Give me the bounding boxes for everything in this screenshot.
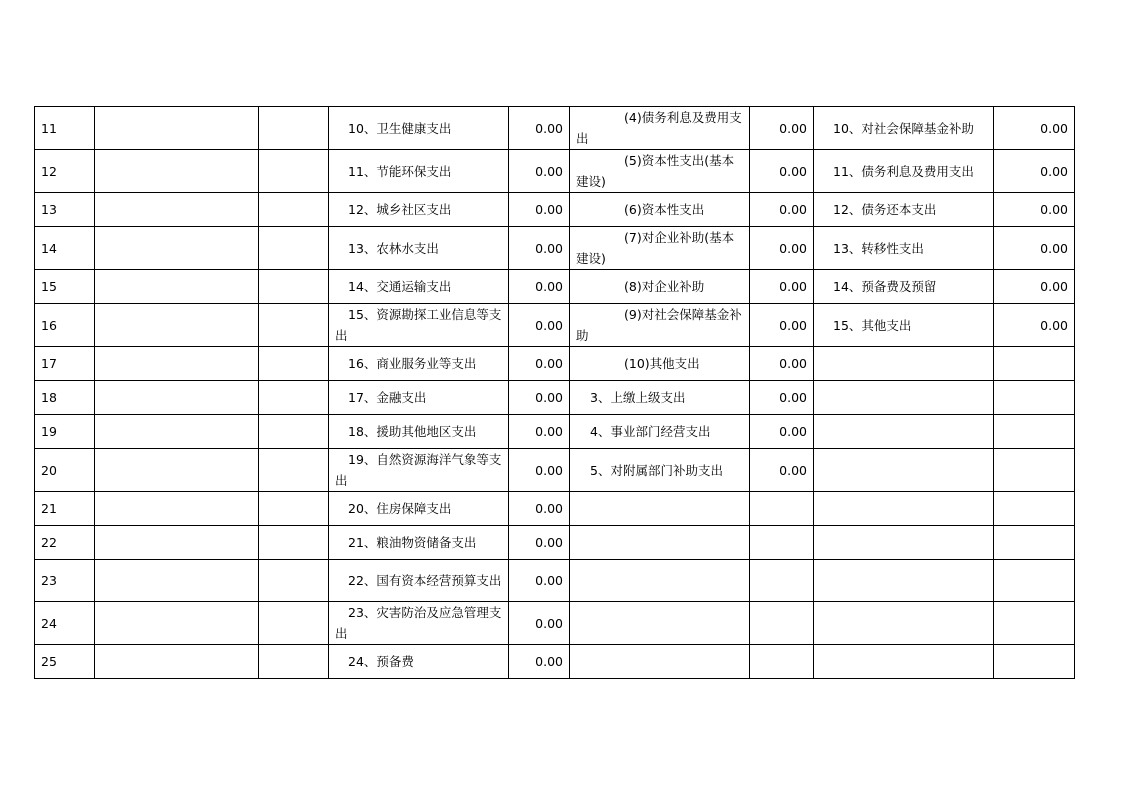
expenditure-function-amount: 0.00: [509, 150, 570, 193]
expenditure-gov-economic-amount: 0.00: [994, 107, 1075, 150]
row-number: 15: [35, 270, 95, 304]
expenditure-economic-item: (9)对社会保障基金补助: [570, 304, 750, 347]
expenditure-function-item: 17、金融支出: [329, 381, 509, 415]
expenditure-function-item: 24、预备费: [329, 645, 509, 679]
expenditure-economic-item: (10)其他支出: [570, 347, 750, 381]
expenditure-function-amount: 0.00: [509, 227, 570, 270]
expenditure-function-item: 21、粮油物资储备支出: [329, 526, 509, 560]
expenditure-function-amount: 0.00: [509, 526, 570, 560]
income-item: [95, 449, 259, 492]
expenditure-function-item: 11、节能环保支出: [329, 150, 509, 193]
expenditure-economic-amount: [750, 645, 814, 679]
expenditure-function-item: 23、灾害防治及应急管理支出: [329, 602, 509, 645]
row-number: 20: [35, 449, 95, 492]
expenditure-function-item: 19、自然资源海洋气象等支出: [329, 449, 509, 492]
row-number: 14: [35, 227, 95, 270]
expenditure-function-item: 22、国有资本经营预算支出: [329, 560, 509, 602]
income-item: [95, 526, 259, 560]
expenditure-gov-economic-amount: [994, 645, 1075, 679]
income-amount: [259, 492, 329, 526]
expenditure-economic-item: 5、对附属部门补助支出: [570, 449, 750, 492]
expenditure-economic-item: 3、上缴上级支出: [570, 381, 750, 415]
expenditure-function-amount: 0.00: [509, 270, 570, 304]
expenditure-gov-economic-item: [814, 526, 994, 560]
table-row: [35, 492, 1075, 526]
expenditure-function-item: 16、商业服务业等支出: [329, 347, 509, 381]
income-item: [95, 227, 259, 270]
expenditure-gov-economic-item: 11、债务利息及费用支出: [814, 150, 994, 193]
income-amount: [259, 193, 329, 227]
expenditure-gov-economic-amount: 0.00: [994, 227, 1075, 270]
expenditure-economic-item: [570, 560, 750, 602]
expenditure-economic-amount: 0.00: [750, 107, 814, 150]
expenditure-function-item: 12、城乡社区支出: [329, 193, 509, 227]
income-amount: [259, 560, 329, 602]
expenditure-economic-amount: [750, 560, 814, 602]
table-row: [35, 526, 1075, 560]
row-number: 13: [35, 193, 95, 227]
expenditure-gov-economic-amount: [994, 347, 1075, 381]
expenditure-function-amount: 0.00: [509, 449, 570, 492]
income-amount: [259, 381, 329, 415]
row-number: 19: [35, 415, 95, 449]
income-item: [95, 347, 259, 381]
expenditure-gov-economic-item: 12、债务还本支出: [814, 193, 994, 227]
income-item: [95, 193, 259, 227]
expenditure-economic-amount: 0.00: [750, 415, 814, 449]
expenditure-economic-amount: 0.00: [750, 449, 814, 492]
row-number: 18: [35, 381, 95, 415]
row-number: 24: [35, 602, 95, 645]
expenditure-economic-item: (4)债务利息及费用支出: [570, 107, 750, 150]
expenditure-function-amount: 0.00: [509, 560, 570, 602]
table-row: [35, 602, 1075, 645]
row-number: 23: [35, 560, 95, 602]
expenditure-gov-economic-amount: [994, 602, 1075, 645]
expenditure-economic-amount: 0.00: [750, 347, 814, 381]
expenditure-gov-economic-item: [814, 560, 994, 602]
row-number: 16: [35, 304, 95, 347]
table-row: [35, 193, 1075, 227]
expenditure-economic-item: (6)资本性支出: [570, 193, 750, 227]
income-item: [95, 150, 259, 193]
expenditure-function-amount: 0.00: [509, 304, 570, 347]
table-row: [35, 107, 1075, 150]
row-number: 12: [35, 150, 95, 193]
expenditure-function-item: 20、住房保障支出: [329, 492, 509, 526]
income-amount: [259, 602, 329, 645]
income-amount: [259, 150, 329, 193]
expenditure-gov-economic-item: [814, 347, 994, 381]
income-amount: [259, 270, 329, 304]
expenditure-economic-item: [570, 492, 750, 526]
income-item: [95, 381, 259, 415]
expenditure-gov-economic-amount: 0.00: [994, 150, 1075, 193]
expenditure-economic-item: [570, 645, 750, 679]
expenditure-gov-economic-amount: [994, 381, 1075, 415]
expenditure-function-amount: 0.00: [509, 381, 570, 415]
expenditure-economic-amount: 0.00: [750, 193, 814, 227]
expenditure-function-item: 15、资源勘探工业信息等支出: [329, 304, 509, 347]
expenditure-economic-item: (7)对企业补助(基本建设): [570, 227, 750, 270]
income-amount: [259, 227, 329, 270]
expenditure-function-item: 18、援助其他地区支出: [329, 415, 509, 449]
income-item: [95, 602, 259, 645]
income-amount: [259, 304, 329, 347]
expenditure-economic-amount: [750, 492, 814, 526]
income-item: [95, 492, 259, 526]
expenditure-gov-economic-amount: 0.00: [994, 270, 1075, 304]
expenditure-function-item: 10、卫生健康支出: [329, 107, 509, 150]
budget-expenditure-table: [34, 106, 1075, 679]
expenditure-gov-economic-amount: [994, 415, 1075, 449]
table-row: [35, 227, 1075, 270]
table-row: [35, 347, 1075, 381]
table-row: [35, 381, 1075, 415]
expenditure-economic-item: [570, 526, 750, 560]
row-number: 17: [35, 347, 95, 381]
expenditure-economic-item: [570, 602, 750, 645]
expenditure-economic-amount: 0.00: [750, 304, 814, 347]
expenditure-economic-item: (5)资本性支出(基本建设): [570, 150, 750, 193]
expenditure-gov-economic-item: 15、其他支出: [814, 304, 994, 347]
income-item: [95, 560, 259, 602]
expenditure-economic-amount: [750, 526, 814, 560]
expenditure-gov-economic-amount: [994, 560, 1075, 602]
expenditure-economic-item: 4、事业部门经营支出: [570, 415, 750, 449]
income-amount: [259, 449, 329, 492]
expenditure-gov-economic-amount: [994, 526, 1075, 560]
expenditure-gov-economic-amount: 0.00: [994, 304, 1075, 347]
expenditure-gov-economic-item: [814, 381, 994, 415]
table-row: [35, 560, 1075, 602]
table-row: [35, 304, 1075, 347]
row-number: 11: [35, 107, 95, 150]
expenditure-economic-amount: 0.00: [750, 227, 814, 270]
expenditure-gov-economic-amount: [994, 449, 1075, 492]
expenditure-economic-amount: 0.00: [750, 270, 814, 304]
expenditure-economic-amount: 0.00: [750, 150, 814, 193]
table-row: [35, 270, 1075, 304]
expenditure-gov-economic-item: [814, 415, 994, 449]
expenditure-gov-economic-item: 13、转移性支出: [814, 227, 994, 270]
income-item: [95, 270, 259, 304]
table-row: [35, 645, 1075, 679]
expenditure-economic-amount: 0.00: [750, 381, 814, 415]
row-number: 21: [35, 492, 95, 526]
expenditure-function-item: 13、农林水支出: [329, 227, 509, 270]
row-number: 25: [35, 645, 95, 679]
expenditure-economic-item: (8)对企业补助: [570, 270, 750, 304]
table-row: [35, 150, 1075, 193]
income-item: [95, 304, 259, 347]
table-body: [35, 107, 1075, 679]
income-item: [95, 107, 259, 150]
expenditure-gov-economic-amount: 0.00: [994, 193, 1075, 227]
income-amount: [259, 415, 329, 449]
expenditure-gov-economic-amount: [994, 492, 1075, 526]
expenditure-gov-economic-item: 10、对社会保障基金补助: [814, 107, 994, 150]
expenditure-gov-economic-item: [814, 492, 994, 526]
expenditure-function-amount: 0.00: [509, 645, 570, 679]
expenditure-function-amount: 0.00: [509, 415, 570, 449]
table-row: [35, 449, 1075, 492]
expenditure-gov-economic-item: [814, 449, 994, 492]
expenditure-gov-economic-item: [814, 645, 994, 679]
income-amount: [259, 645, 329, 679]
income-item: [95, 415, 259, 449]
income-amount: [259, 347, 329, 381]
expenditure-function-item: 14、交通运输支出: [329, 270, 509, 304]
expenditure-function-amount: 0.00: [509, 107, 570, 150]
expenditure-function-amount: 0.00: [509, 347, 570, 381]
income-item: [95, 645, 259, 679]
expenditure-gov-economic-item: 14、预备费及预留: [814, 270, 994, 304]
income-amount: [259, 526, 329, 560]
row-number: 22: [35, 526, 95, 560]
expenditure-economic-amount: [750, 602, 814, 645]
expenditure-gov-economic-item: [814, 602, 994, 645]
income-amount: [259, 107, 329, 150]
expenditure-function-amount: 0.00: [509, 193, 570, 227]
table-row: [35, 415, 1075, 449]
expenditure-function-amount: 0.00: [509, 492, 570, 526]
expenditure-function-amount: 0.00: [509, 602, 570, 645]
